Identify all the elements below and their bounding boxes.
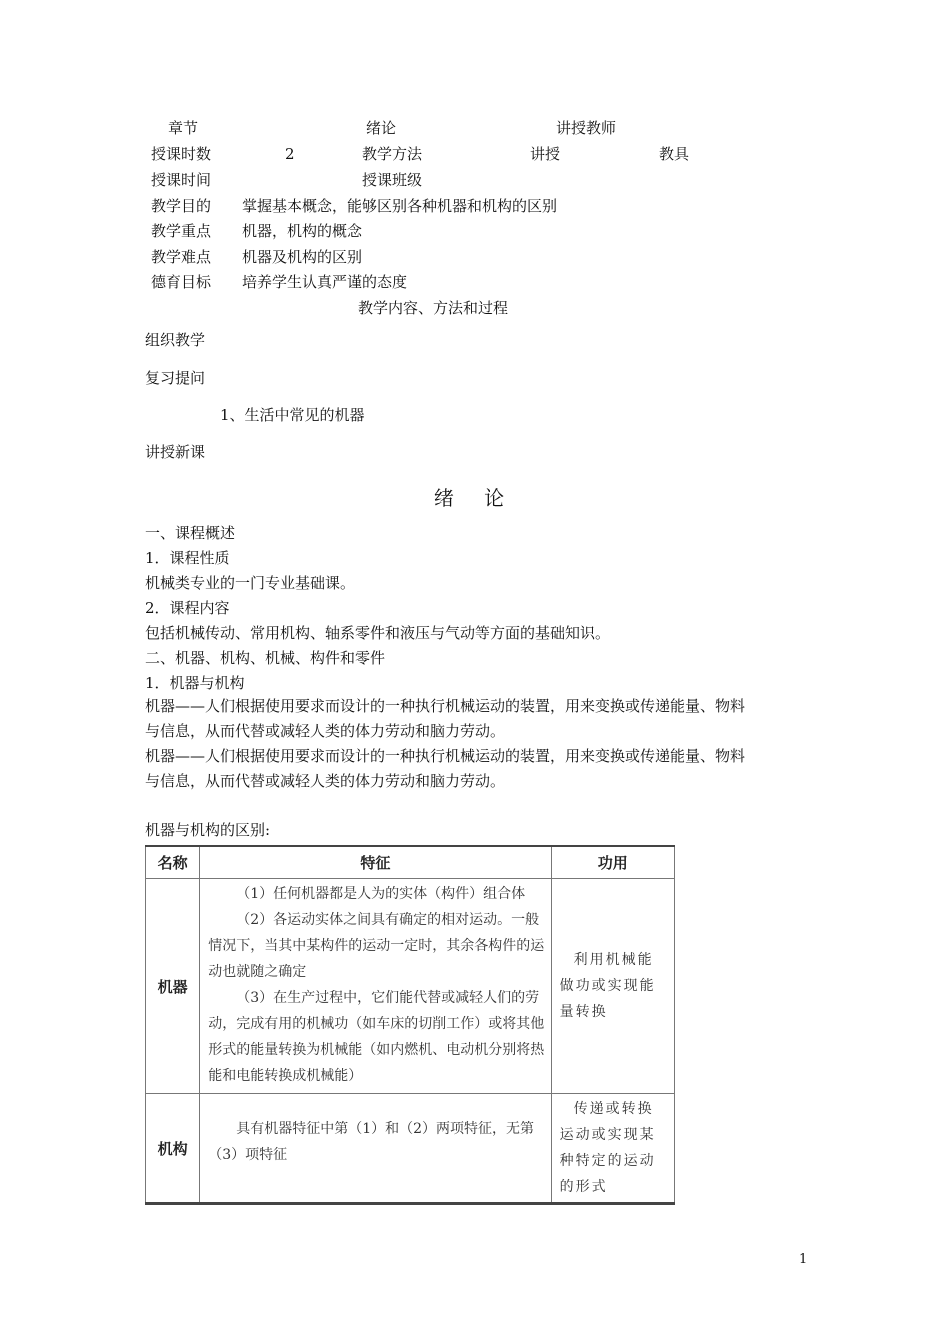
difficulty-label: 教学难点 [151,248,212,266]
key-value: 机器，机构的概念 [242,222,363,240]
table-header-row [146,846,675,879]
comparison-table [145,845,675,1205]
feature-item: （2）各运动实体之间具有确定的相对运动。一般情况下，当其中某构件的运动一定时，其余各构件的运动也就随之确定 [208,912,545,980]
class-label: 授课班级 [362,171,423,189]
process-heading: 教学内容、方法和过程 [358,299,509,317]
review-item: 1、生活中常见的机器 [220,406,365,424]
heading-machines: 二、机器、机构、机械、构件和零件 [145,649,386,667]
row-function-machine: 利用机械能做功或实现能量转换 [551,879,674,1094]
row-name-mechanism: 机构 [146,1094,200,1204]
key-label: 教学重点 [151,222,212,240]
header-feature: 特征 [200,846,551,879]
text-course-nature: 机械类专业的一门专业基础课。 [145,574,356,592]
hours-label: 授课时数 [151,145,212,163]
heading-course-content: 2．课程内容 [145,599,230,617]
row-features-mechanism [200,1094,551,1204]
row-features-machine [200,879,551,1094]
feature-item: （1）任何机器都是人为的实体（构件）组合体 [236,886,526,902]
section-review: 复习提问 [145,369,206,387]
hours-value: 2 [285,145,295,163]
heading-course-nature: 1．课程性质 [145,549,230,567]
heading-course-overview: 一、课程概述 [145,524,236,542]
section-new-lesson: 讲授新课 [145,443,206,461]
tools-label: 教具 [659,145,690,163]
heading-machine-mechanism: 1．机器与机构 [145,674,245,692]
chapter-label: 章节 [168,119,199,137]
table-caption: 机器与机构的区别: [145,821,271,839]
chapter-value: 绪论 [366,119,397,137]
method-label: 教学方法 [362,145,423,163]
section-organize: 组织教学 [145,331,206,349]
definition-machine-2: 机器——人们根据使用要求而设计的一种执行机械运动的装置，用来变换或传递能量、物料与信息，从而代替或减轻人类的体力劳动和脑力劳动。 [145,747,746,790]
text-course-content: 包括机械传动、常用机构、轴系零件和液压与气动等方面的基础知识。 [145,624,611,642]
row-function-mechanism: 传递或转换运动或实现某种特定的运动的形式 [551,1094,674,1204]
moral-value: 培养学生认真严谨的态度 [242,273,408,291]
table-row [146,1094,675,1204]
method-value: 讲授 [530,145,561,163]
feature-item: 具有机器特征中第（1）和（2）两项特征，无第（3）项特征 [208,1121,535,1163]
row-name-machine: 机器 [146,879,200,1094]
main-title: 绪 论 [433,486,517,510]
header-function: 功用 [551,846,674,879]
header-name: 名称 [146,846,200,879]
teacher-label: 讲授教师 [556,119,617,137]
definition-machine-1: 机器——人们根据使用要求而设计的一种执行机械运动的装置，用来变换或传递能量、物料与信息，从而代替或减轻人类的体力劳动和脑力劳动。 [145,697,746,740]
table-row [146,879,675,1094]
time-label: 授课时间 [151,171,212,189]
feature-item: （3）在生产过程中，它们能代替或减轻人们的劳动，完成有用的机械功（如车床的切削工作）或将其他形式的能量转换为机械能（如内燃机、电动机分别将热能和电能转换成机械能） [208,990,545,1084]
moral-label: 德育目标 [151,273,212,291]
page-number: 1 [799,1252,808,1267]
goal-label: 教学目的 [151,197,212,215]
difficulty-value: 机器及机构的区别 [242,248,363,266]
goal-value: 掌握基本概念，能够区别各种机器和机构的区别 [242,197,558,215]
